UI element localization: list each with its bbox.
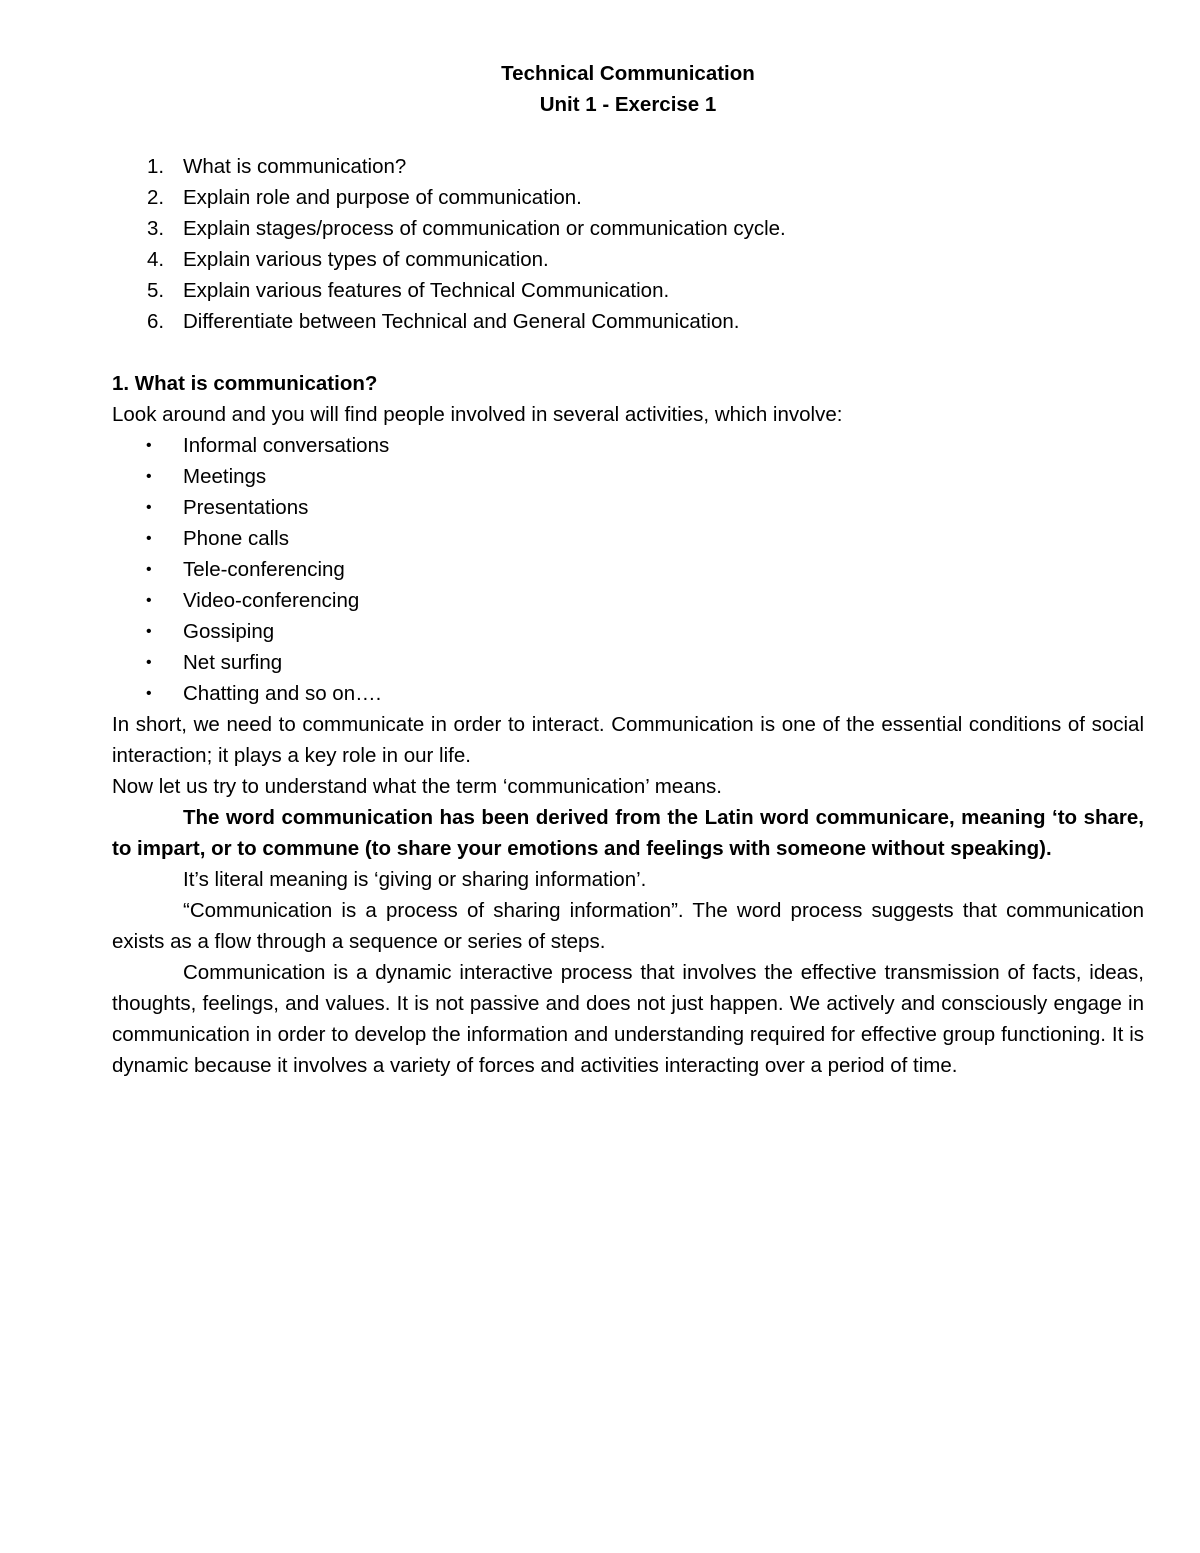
question-text: Explain various features of Technical Communication. <box>183 279 670 302</box>
list-item <box>112 585 1144 616</box>
question-number: 6. <box>147 310 165 333</box>
section-intro: Look around and you will find people involved in several activities, which involve: <box>112 403 843 426</box>
list-item <box>112 678 1144 709</box>
paragraph-now-let-us: Now let us try to understand what the term ‘communication’ means. <box>112 775 722 798</box>
questions-list <box>112 151 1144 337</box>
bullet-icon: • <box>146 654 152 671</box>
list-item-text: Meetings <box>183 465 267 488</box>
question-text: Explain stages/process of communication or communication cycle. <box>183 217 786 240</box>
bullet-icon: • <box>146 499 152 516</box>
section-heading: 1. What is communication? <box>112 372 378 395</box>
list-item-text: Chatting and so on…. <box>183 682 382 705</box>
list-item <box>112 492 1144 523</box>
question-item <box>112 182 1144 213</box>
list-item <box>112 616 1144 647</box>
paragraph-in-short: In short, we need to communicate in order to interact. Communication is one of the essential conditions of social interaction; it plays a key role in our life. <box>112 713 1144 767</box>
question-item <box>112 275 1144 306</box>
paragraph-dynamic-process: Communication is a dynamic interactive process that involves the effective transmission of facts, ideas, thoughts, feelings, and values. It is not passive and does not just happen. We actively and consciously engage in communication in order to develop the information and understanding required for effective group functioning. It is dynamic because it involves a variety of forces and activities interacting over a period of time. <box>112 961 1144 1077</box>
bullet-icon: • <box>146 530 152 547</box>
list-item <box>112 430 1144 461</box>
list-item-text: Video-conferencing <box>183 589 360 612</box>
question-item <box>112 151 1144 182</box>
paragraph-literal-meaning: It’s literal meaning is ‘giving or sharing information’. <box>183 868 647 891</box>
list-item <box>112 523 1144 554</box>
list-item-text: Tele-conferencing <box>183 558 345 581</box>
paragraph-process-definition: “Communication is a process of sharing information”. The word process suggests that communication exists as a flow through a sequence or series of steps. <box>112 899 1144 953</box>
document-subtitle: Unit 1 - Exercise 1 <box>539 93 717 116</box>
list-item-text: Gossiping <box>183 620 275 643</box>
question-number: 1. <box>147 155 165 178</box>
question-item <box>112 213 1144 244</box>
list-item-text: Net surfing <box>183 651 283 674</box>
question-text: Differentiate between Technical and General Communication. <box>183 310 740 333</box>
question-item <box>112 306 1144 337</box>
list-item-text: Presentations <box>183 496 309 519</box>
list-item <box>112 554 1144 585</box>
bullet-icon: • <box>146 623 152 640</box>
document-page <box>112 58 1144 1081</box>
bullet-icon: • <box>146 685 152 702</box>
question-text: What is communication? <box>183 155 407 178</box>
question-number: 3. <box>147 217 165 240</box>
list-item-text: Phone calls <box>183 527 289 550</box>
bullet-icon: • <box>146 437 152 454</box>
list-item <box>112 647 1144 678</box>
activities-list <box>112 430 1144 709</box>
question-text: Explain role and purpose of communication. <box>183 186 582 209</box>
bullet-icon: • <box>146 592 152 609</box>
question-number: 5. <box>147 279 165 302</box>
list-item <box>112 461 1144 492</box>
document-title: Technical Communication <box>501 62 755 85</box>
bullet-icon: • <box>146 561 152 578</box>
bullet-icon: • <box>146 468 152 485</box>
question-item <box>112 244 1144 275</box>
question-text: Explain various types of communication. <box>183 248 549 271</box>
question-number: 2. <box>147 186 165 209</box>
list-item-text: Informal conversations <box>183 434 390 457</box>
question-number: 4. <box>147 248 165 271</box>
paragraph-latin-origin: The word communication has been derived from the Latin word communicare, meaning ‘to share, to impart, or to commune (to share your emotions and feelings with someone without speaking). <box>112 806 1144 860</box>
